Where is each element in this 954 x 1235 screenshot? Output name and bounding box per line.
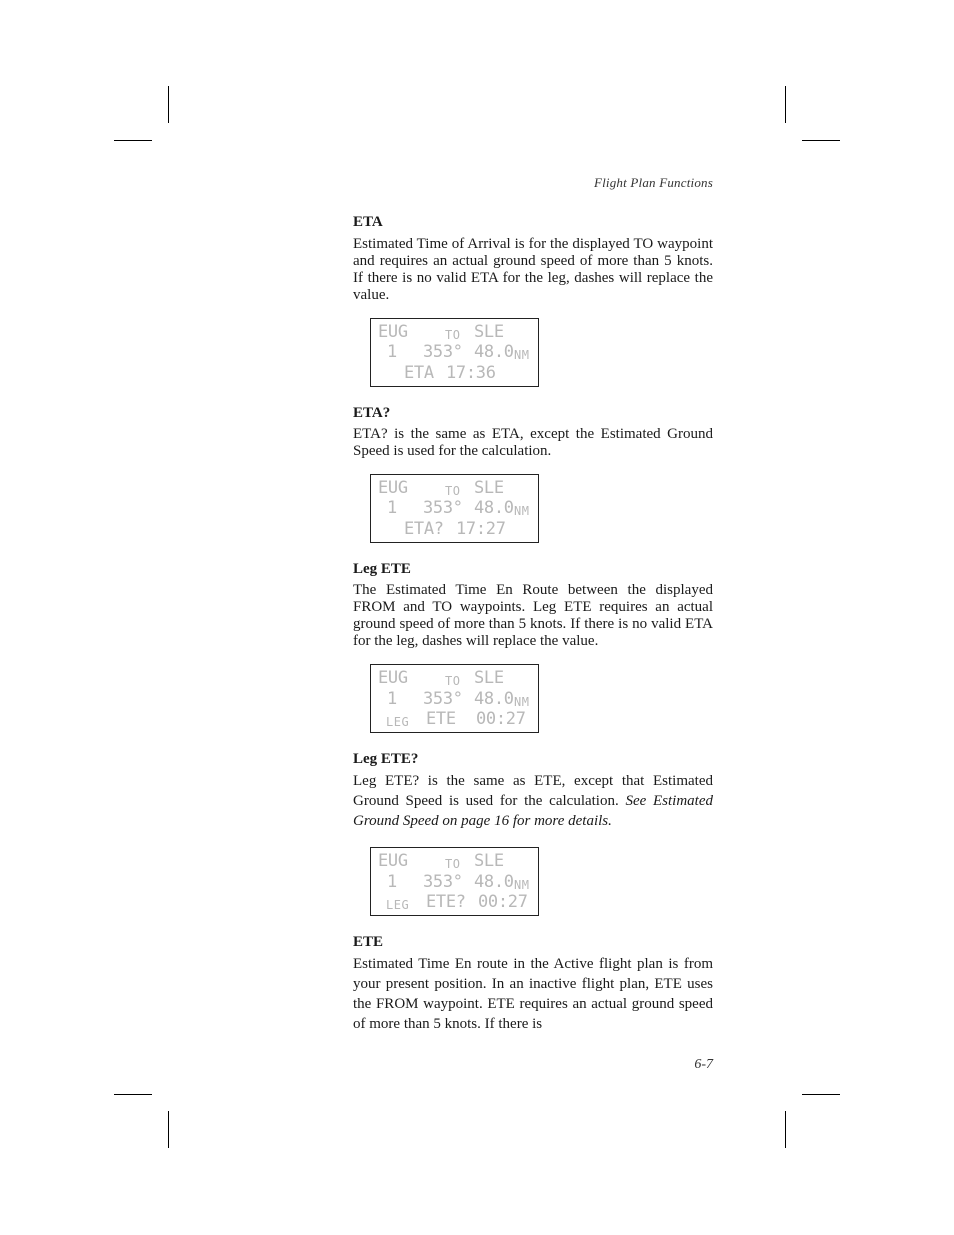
lcd-distance-unit: NM <box>514 504 530 518</box>
crop-mark <box>802 140 840 141</box>
section-body-ete: Estimated Time En route in the Active flight plan is from your present position. In an inactive flight plan, ETE uses the FROM waypoint. ETE requires an actual ground speed of more than 5 knots. If there is <box>353 956 713 1032</box>
lcd-label-prefix: LEG <box>386 715 410 729</box>
lcd-distance: 48.0 <box>474 342 514 362</box>
lcd-bearing: 353° <box>423 498 463 518</box>
page-number: 6-7 <box>694 1057 713 1072</box>
lcd-display-eta <box>370 318 539 387</box>
section-body-eta-q: ETA? is the same as ETA, except the Estimated Ground Speed is used for the calculation. <box>353 426 713 459</box>
lcd-to-waypoint: SLE <box>474 322 504 342</box>
crop-mark <box>802 1094 840 1095</box>
lcd-field-label: ETE? <box>426 892 466 912</box>
lcd-to-waypoint: SLE <box>474 478 504 498</box>
lcd-label-prefix: LEG <box>386 898 410 912</box>
lcd-field-label: ETA? <box>404 519 444 539</box>
lcd-field-value: 17:36 <box>446 363 496 383</box>
section-body-leg-ete: The Estimated Time En Route between the displayed FROM and TO waypoints. Leg ETE requires an actual ground speed of more than 5 knots. If there is no valid ETA for the leg, dashes will replace the value. <box>353 582 713 649</box>
lcd-from-waypoint: EUG <box>378 478 408 498</box>
lcd-field-label: ETA <box>404 363 434 383</box>
crop-mark <box>114 140 152 141</box>
lcd-display-leg-ete <box>370 664 539 733</box>
lcd-to-label: TO <box>445 484 461 498</box>
body-text: Leg ETE? is the same as ETE, except that Estimated Ground Speed is used for the calculation. <box>353 773 713 809</box>
lcd-bearing: 353° <box>423 872 463 892</box>
lcd-to-waypoint: SLE <box>474 668 504 688</box>
crop-mark <box>168 1111 169 1148</box>
lcd-distance: 48.0 <box>474 872 514 892</box>
lcd-from-waypoint: EUG <box>378 322 408 342</box>
cross-reference-link[interactable]: See Estimated Ground Speed on page 16 for more details. <box>353 793 714 829</box>
lcd-from-waypoint: EUG <box>378 668 408 688</box>
lcd-distance-unit: NM <box>514 348 530 362</box>
lcd-field-value: 17:27 <box>456 519 506 539</box>
lcd-leg-number: 1 <box>387 342 397 362</box>
section-heading-eta: ETA <box>353 214 383 230</box>
section-body-leg-ete-q <box>353 771 713 831</box>
running-head: Flight Plan Functions <box>593 175 713 190</box>
lcd-to-waypoint: SLE <box>474 851 504 871</box>
section-heading-leg-ete: Leg ETE <box>353 561 411 577</box>
lcd-leg-number: 1 <box>387 872 397 892</box>
lcd-field-value: 00:27 <box>476 709 526 729</box>
lcd-field-label: ETE <box>426 709 456 729</box>
lcd-distance: 48.0 <box>474 689 514 709</box>
crop-mark <box>785 86 786 123</box>
section-heading-ete: ETE <box>353 934 384 950</box>
crop-mark <box>114 1094 152 1095</box>
lcd-distance-unit: NM <box>514 878 530 892</box>
lcd-distance: 48.0 <box>474 498 514 518</box>
section-heading-leg-ete-q: Leg ETE? <box>353 751 419 767</box>
section-body-eta: Estimated Time of Arrival is for the displayed TO waypoint and requires an actual ground speed of more than 5 knots. If there is no valid ETA for the leg, dashes will replace the value. <box>353 236 713 303</box>
lcd-leg-number: 1 <box>387 498 397 518</box>
lcd-field-value: 00:27 <box>478 892 528 912</box>
lcd-display-eta-q <box>370 474 539 543</box>
lcd-bearing: 353° <box>423 689 463 709</box>
lcd-bearing: 353° <box>423 342 463 362</box>
lcd-to-label: TO <box>445 328 461 342</box>
section-heading-eta-q: ETA? <box>353 405 391 421</box>
lcd-from-waypoint: EUG <box>378 851 408 871</box>
lcd-leg-number: 1 <box>387 689 397 709</box>
lcd-display-leg-ete-q <box>370 847 539 916</box>
lcd-distance-unit: NM <box>514 695 530 709</box>
lcd-to-label: TO <box>445 674 461 688</box>
crop-mark <box>168 86 169 123</box>
lcd-to-label: TO <box>445 857 461 871</box>
crop-mark <box>785 1111 786 1148</box>
